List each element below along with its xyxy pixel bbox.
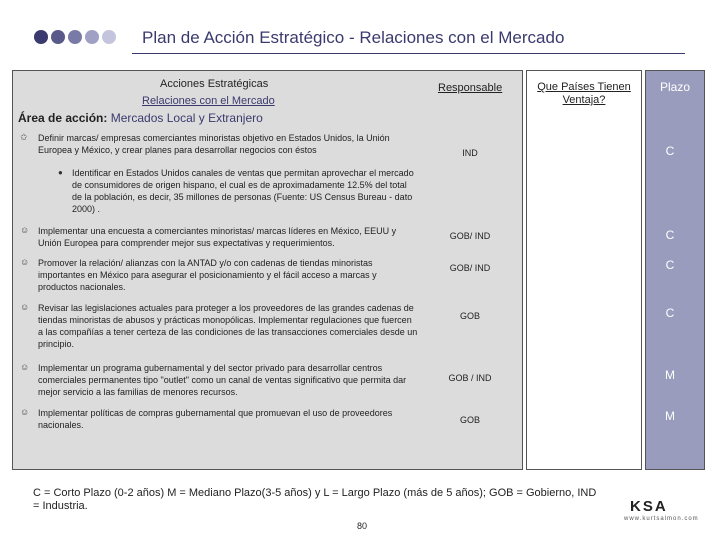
circle-bullet-icon: ☺ (20, 407, 30, 417)
legend-note: C = Corto Plazo (0-2 años) M = Mediano Plazo(3-5 años) y L = Largo Plazo (más de 5 años); GOB = Gobierno, IND = Industria. (33, 487, 597, 512)
title-underline (132, 53, 685, 54)
action-subitem: Identificar en Estados Unidos canales de ventas que permitan aprovechar el mercado de consumidores de origen hispano, el cual es de aproximadamente 12.5% del total de la población, es decir, 35 millones de personas (Fuente: US Census Bureau - dato 2000) . (72, 168, 414, 214)
logo-tagline: www.kurtsalmon.com (624, 516, 699, 522)
action-item: Definir marcas/ empresas comerciantes minoristas objetivo en Estados Unidos, la Unión Europea y México, y crear planes para desarrollar negocios con éstos (38, 133, 390, 155)
area-label: Área de acción: (18, 111, 108, 125)
circle-bullet-icon: ☺ (20, 257, 30, 267)
column-header-plazo: Plazo (659, 80, 691, 94)
action-item: Promover la relación/ alianzas con la ANTAD y/o con cadenas de tiendas minoristas importantes en México para asegurar el posicionamiento y el fácil acceso a marcas y productos nacionales. (38, 258, 377, 292)
plazo-value: C (665, 228, 675, 242)
column-header-paises: Que Países Tienen Ventaja? (537, 81, 631, 106)
header-dot (34, 30, 48, 44)
page-number: 80 (357, 521, 368, 531)
plazo-value: C (665, 144, 675, 158)
page-title: Plan de Acción Estratégico - Relaciones con el Mercado (142, 28, 565, 47)
plazo-value: C (665, 306, 675, 320)
circle-bullet-icon: ☺ (20, 362, 30, 372)
responsable-value: GOB/ IND (449, 263, 491, 273)
column-subheader-relaciones: Relaciones con el Mercado (142, 95, 275, 107)
column-header-responsable: Responsable (438, 82, 503, 94)
area-value: Mercados Local y Extranjero (110, 111, 263, 125)
responsable-value: GOB / IND (448, 373, 492, 383)
header-dots (34, 30, 116, 44)
circle-bullet-icon: ☺ (20, 302, 30, 312)
action-item: Revisar las legislaciones actuales para proteger a los proveedores de las grandes cadenas de tiendas minoristas de abusos y prácticas monopólicas. Implementar regulaciones que fuercen a las compañías a tener certeza de las condiciones de las transacciones comerciales desde un principio. (38, 303, 418, 349)
ksa-logo: KSA (630, 498, 668, 515)
responsable-value: IND (462, 148, 478, 158)
plazo-value: M (665, 409, 675, 423)
action-item: Implementar una encuesta a comerciantes minoristas/ marcas líderes en México, EEUU y Unión Europea para comprender mejor sus expectativas y requerimientos. (38, 226, 397, 248)
star-bullet-icon: ✩ (20, 132, 28, 142)
dot-bullet-icon: ● (58, 168, 63, 177)
responsable-value: GOB/ IND (449, 231, 491, 241)
responsable-value: GOB (459, 415, 480, 425)
action-item: Implementar políticas de compras gubernamental que promuevan el uso de proveedores nacionales. (38, 408, 393, 430)
header-dot (68, 30, 82, 44)
header-dot (51, 30, 65, 44)
plazo-value: C (665, 258, 675, 272)
header-dot (85, 30, 99, 44)
circle-bullet-icon: ☺ (20, 225, 30, 235)
header-dot (102, 30, 116, 44)
countries-panel (526, 70, 642, 470)
plazo-value: M (665, 368, 675, 382)
column-header-acciones: Acciones Estratégicas (160, 78, 269, 90)
action-item: Implementar un programa gubernamental y del sector privado para desarrollar centros comerciales permanentes tipo "outlet" como un canal de ventas significativo que permita dar mejor servicio a las familias de menores recursos. (38, 363, 407, 397)
area-de-accion (18, 111, 263, 125)
responsable-value: GOB (459, 311, 480, 321)
